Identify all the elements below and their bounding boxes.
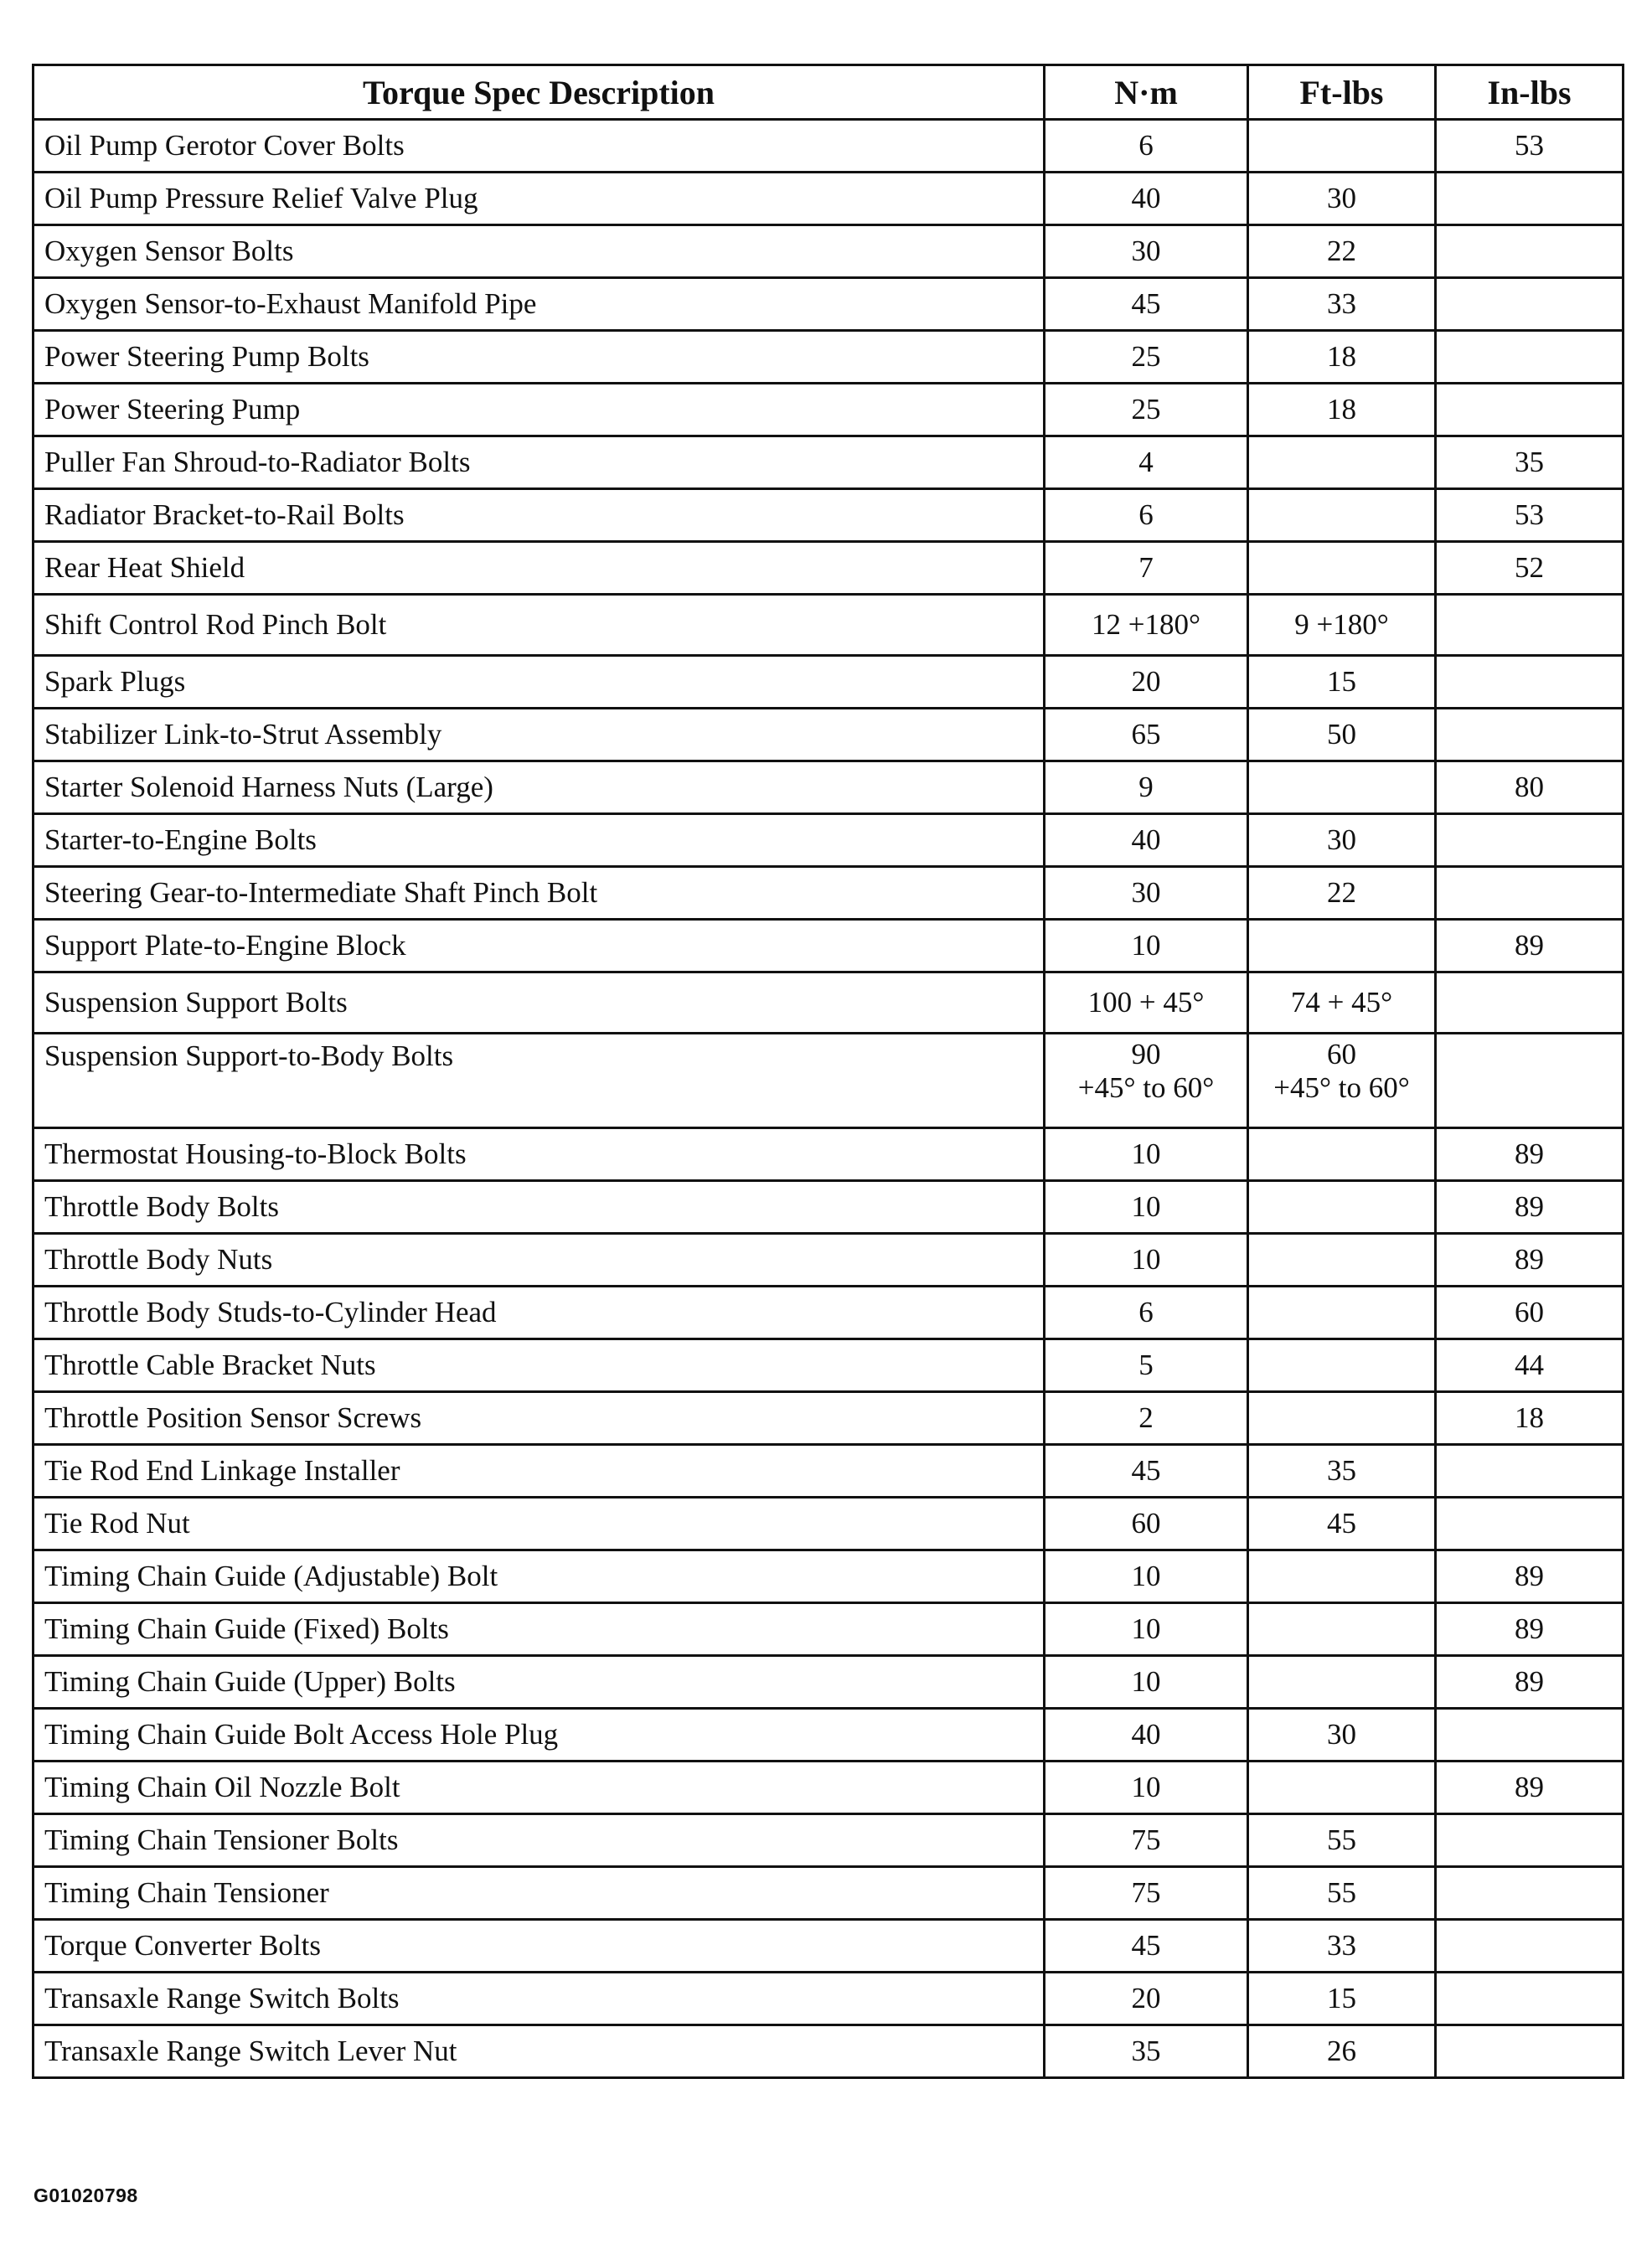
cell-description: Throttle Body Nuts — [34, 1234, 1045, 1287]
table-row — [34, 709, 1624, 761]
cell-nm: 100 + 45° — [1045, 972, 1248, 1034]
cell-nm: 10 — [1045, 920, 1248, 972]
cell-ft-lbs: 22 — [1248, 867, 1436, 920]
cell-ft-lbs — [1248, 761, 1436, 814]
cell-nm: 75 — [1045, 1814, 1248, 1867]
cell-ft-lbs — [1248, 920, 1436, 972]
cell-description: Timing Chain Guide (Fixed) Bolts — [34, 1603, 1045, 1656]
cell-in-lbs — [1436, 1973, 1624, 2025]
cell-in-lbs — [1436, 972, 1624, 1034]
cell-description: Thermostat Housing-to-Block Bolts — [34, 1128, 1045, 1181]
table-row — [34, 384, 1624, 436]
cell-nm: 10 — [1045, 1234, 1248, 1287]
cell-in-lbs — [1436, 709, 1624, 761]
cell-in-lbs — [1436, 1920, 1624, 1973]
cell-in-lbs — [1436, 1867, 1624, 1920]
cell-ft-lbs: 15 — [1248, 656, 1436, 709]
cell-nm: 20 — [1045, 656, 1248, 709]
cell-description: Power Steering Pump Bolts — [34, 331, 1045, 384]
cell-in-lbs — [1436, 814, 1624, 867]
cell-ft-lbs — [1248, 1656, 1436, 1709]
table-body — [34, 120, 1624, 2078]
cell-nm: 9 — [1045, 761, 1248, 814]
cell-description: Suspension Support-to-Body Bolts — [34, 1034, 1045, 1128]
cell-ft-lbs — [1248, 436, 1436, 489]
table-row — [34, 1762, 1624, 1814]
cell-nm: 40 — [1045, 1709, 1248, 1762]
cell-nm: 25 — [1045, 331, 1248, 384]
table-row — [34, 1550, 1624, 1603]
cell-nm: 6 — [1045, 489, 1248, 542]
cell-nm: 6 — [1045, 120, 1248, 173]
cell-nm: 10 — [1045, 1128, 1248, 1181]
cell-nm: 30 — [1045, 225, 1248, 278]
cell-in-lbs: 89 — [1436, 1656, 1624, 1709]
header-ft-lbs: Ft-lbs — [1248, 65, 1436, 120]
cell-description: Tie Rod Nut — [34, 1498, 1045, 1550]
table-row — [34, 1603, 1624, 1656]
cell-description: Starter Solenoid Harness Nuts (Large) — [34, 761, 1045, 814]
cell-in-lbs: 44 — [1436, 1339, 1624, 1392]
cell-nm: 75 — [1045, 1867, 1248, 1920]
table-row — [34, 1392, 1624, 1445]
cell-ft-lbs: 22 — [1248, 225, 1436, 278]
torque-spec-table — [32, 64, 1624, 2079]
cell-in-lbs: 89 — [1436, 1603, 1624, 1656]
table-row — [34, 1445, 1624, 1498]
cell-ft-lbs: 30 — [1248, 1709, 1436, 1762]
table-row — [34, 1709, 1624, 1762]
cell-description: Tie Rod End Linkage Installer — [34, 1445, 1045, 1498]
cell-nm: 7 — [1045, 542, 1248, 595]
table-row — [34, 1339, 1624, 1392]
table-row — [34, 1498, 1624, 1550]
cell-description: Rear Heat Shield — [34, 542, 1045, 595]
cell-description: Throttle Body Bolts — [34, 1181, 1045, 1234]
cell-description: Transaxle Range Switch Bolts — [34, 1973, 1045, 2025]
table-row — [34, 1973, 1624, 2025]
cell-description: Radiator Bracket-to-Rail Bolts — [34, 489, 1045, 542]
cell-description: Puller Fan Shroud-to-Radiator Bolts — [34, 436, 1045, 489]
cell-nm: 4 — [1045, 436, 1248, 489]
header-description: Torque Spec Description — [34, 65, 1045, 120]
cell-ft-lbs: 18 — [1248, 384, 1436, 436]
table-row — [34, 595, 1624, 656]
cell-in-lbs: 18 — [1436, 1392, 1624, 1445]
table-row — [34, 542, 1624, 595]
cell-description: Oil Pump Pressure Relief Valve Plug — [34, 173, 1045, 225]
cell-ft-lbs: 33 — [1248, 278, 1436, 331]
cell-nm: 45 — [1045, 278, 1248, 331]
table-row — [34, 1920, 1624, 1973]
cell-ft-lbs — [1248, 1339, 1436, 1392]
cell-description: Spark Plugs — [34, 656, 1045, 709]
cell-nm: 10 — [1045, 1762, 1248, 1814]
table-row — [34, 761, 1624, 814]
cell-nm: 10 — [1045, 1181, 1248, 1234]
table-row — [34, 1867, 1624, 1920]
cell-nm: 90 +45° to 60° — [1045, 1034, 1248, 1128]
table-row — [34, 120, 1624, 173]
cell-ft-lbs: 33 — [1248, 1920, 1436, 1973]
cell-nm: 35 — [1045, 2025, 1248, 2078]
cell-nm: 6 — [1045, 1287, 1248, 1339]
cell-in-lbs — [1436, 225, 1624, 278]
cell-ft-lbs — [1248, 1287, 1436, 1339]
table-row — [34, 1034, 1624, 1128]
cell-ft-lbs — [1248, 1603, 1436, 1656]
table-row — [34, 1656, 1624, 1709]
cell-ft-lbs: 15 — [1248, 1973, 1436, 2025]
cell-ft-lbs: 55 — [1248, 1867, 1436, 1920]
cell-in-lbs — [1436, 1709, 1624, 1762]
table-header-row — [34, 65, 1624, 120]
table-row — [34, 867, 1624, 920]
cell-in-lbs — [1436, 656, 1624, 709]
cell-nm: 5 — [1045, 1339, 1248, 1392]
table-row — [34, 2025, 1624, 2078]
cell-ft-lbs — [1248, 1762, 1436, 1814]
table-row — [34, 278, 1624, 331]
cell-in-lbs: 89 — [1436, 1762, 1624, 1814]
cell-ft-lbs: 35 — [1248, 1445, 1436, 1498]
cell-ft-lbs — [1248, 542, 1436, 595]
cell-ft-lbs — [1248, 1234, 1436, 1287]
cell-nm: 65 — [1045, 709, 1248, 761]
cell-description: Steering Gear-to-Intermediate Shaft Pinch Bolt — [34, 867, 1045, 920]
cell-description: Timing Chain Tensioner Bolts — [34, 1814, 1045, 1867]
cell-description: Timing Chain Guide (Adjustable) Bolt — [34, 1550, 1045, 1603]
table-row — [34, 1128, 1624, 1181]
cell-ft-lbs: 30 — [1248, 814, 1436, 867]
table-row — [34, 173, 1624, 225]
cell-description: Timing Chain Oil Nozzle Bolt — [34, 1762, 1045, 1814]
cell-ft-lbs: 18 — [1248, 331, 1436, 384]
cell-ft-lbs: 74 + 45° — [1248, 972, 1436, 1034]
cell-ft-lbs: 30 — [1248, 173, 1436, 225]
cell-description: Throttle Body Studs-to-Cylinder Head — [34, 1287, 1045, 1339]
table-row — [34, 972, 1624, 1034]
cell-description: Power Steering Pump — [34, 384, 1045, 436]
table-row — [34, 814, 1624, 867]
table-row — [34, 656, 1624, 709]
cell-in-lbs — [1436, 867, 1624, 920]
table-row — [34, 436, 1624, 489]
cell-ft-lbs: 45 — [1248, 1498, 1436, 1550]
cell-in-lbs: 80 — [1436, 761, 1624, 814]
table-row — [34, 1234, 1624, 1287]
cell-in-lbs: 89 — [1436, 1234, 1624, 1287]
cell-description: Oxygen Sensor-to-Exhaust Manifold Pipe — [34, 278, 1045, 331]
cell-ft-lbs: 50 — [1248, 709, 1436, 761]
table-row — [34, 1181, 1624, 1234]
cell-description: Torque Converter Bolts — [34, 1920, 1045, 1973]
cell-description: Timing Chain Tensioner — [34, 1867, 1045, 1920]
cell-ft-lbs — [1248, 489, 1436, 542]
cell-in-lbs — [1436, 1814, 1624, 1867]
cell-description: Support Plate-to-Engine Block — [34, 920, 1045, 972]
cell-in-lbs — [1436, 331, 1624, 384]
cell-in-lbs — [1436, 1034, 1624, 1128]
header-in-lbs: In-lbs — [1436, 65, 1624, 120]
cell-in-lbs — [1436, 278, 1624, 331]
cell-ft-lbs: 60 +45° to 60° — [1248, 1034, 1436, 1128]
cell-in-lbs — [1436, 173, 1624, 225]
cell-description: Suspension Support Bolts — [34, 972, 1045, 1034]
cell-description: Starter-to-Engine Bolts — [34, 814, 1045, 867]
cell-in-lbs: 53 — [1436, 120, 1624, 173]
cell-ft-lbs: 26 — [1248, 2025, 1436, 2078]
cell-nm: 2 — [1045, 1392, 1248, 1445]
cell-description: Oil Pump Gerotor Cover Bolts — [34, 120, 1045, 173]
cell-in-lbs — [1436, 2025, 1624, 2078]
table-row — [34, 225, 1624, 278]
cell-ft-lbs: 9 +180° — [1248, 595, 1436, 656]
cell-nm: 45 — [1045, 1445, 1248, 1498]
table-row — [34, 920, 1624, 972]
cell-in-lbs: 89 — [1436, 1128, 1624, 1181]
cell-in-lbs: 53 — [1436, 489, 1624, 542]
cell-nm: 25 — [1045, 384, 1248, 436]
cell-in-lbs: 52 — [1436, 542, 1624, 595]
cell-in-lbs: 89 — [1436, 1550, 1624, 1603]
cell-in-lbs — [1436, 1445, 1624, 1498]
cell-in-lbs: 60 — [1436, 1287, 1624, 1339]
cell-ft-lbs: 55 — [1248, 1814, 1436, 1867]
cell-nm: 40 — [1045, 814, 1248, 867]
cell-description: Throttle Position Sensor Screws — [34, 1392, 1045, 1445]
cell-description: Stabilizer Link-to-Strut Assembly — [34, 709, 1045, 761]
cell-ft-lbs — [1248, 1181, 1436, 1234]
cell-ft-lbs — [1248, 1392, 1436, 1445]
cell-nm: 30 — [1045, 867, 1248, 920]
table-row — [34, 489, 1624, 542]
cell-in-lbs — [1436, 595, 1624, 656]
cell-nm: 10 — [1045, 1550, 1248, 1603]
cell-description: Throttle Cable Bracket Nuts — [34, 1339, 1045, 1392]
cell-nm: 10 — [1045, 1603, 1248, 1656]
header-nm: N·m — [1045, 65, 1248, 120]
table-row — [34, 1814, 1624, 1867]
cell-nm: 20 — [1045, 1973, 1248, 2025]
cell-nm: 60 — [1045, 1498, 1248, 1550]
cell-nm: 10 — [1045, 1656, 1248, 1709]
cell-nm: 12 +180° — [1045, 595, 1248, 656]
cell-in-lbs — [1436, 1498, 1624, 1550]
cell-in-lbs: 89 — [1436, 920, 1624, 972]
cell-in-lbs — [1436, 384, 1624, 436]
cell-ft-lbs — [1248, 1128, 1436, 1181]
cell-description: Transaxle Range Switch Lever Nut — [34, 2025, 1045, 2078]
cell-in-lbs: 35 — [1436, 436, 1624, 489]
cell-ft-lbs — [1248, 120, 1436, 173]
cell-description: Timing Chain Guide (Upper) Bolts — [34, 1656, 1045, 1709]
cell-ft-lbs — [1248, 1550, 1436, 1603]
table-row — [34, 1287, 1624, 1339]
table-row — [34, 331, 1624, 384]
cell-description: Oxygen Sensor Bolts — [34, 225, 1045, 278]
cell-in-lbs: 89 — [1436, 1181, 1624, 1234]
figure-id: G01020798 — [34, 2185, 138, 2206]
cell-description: Shift Control Rod Pinch Bolt — [34, 595, 1045, 656]
cell-nm: 45 — [1045, 1920, 1248, 1973]
cell-description: Timing Chain Guide Bolt Access Hole Plug — [34, 1709, 1045, 1762]
cell-nm: 40 — [1045, 173, 1248, 225]
